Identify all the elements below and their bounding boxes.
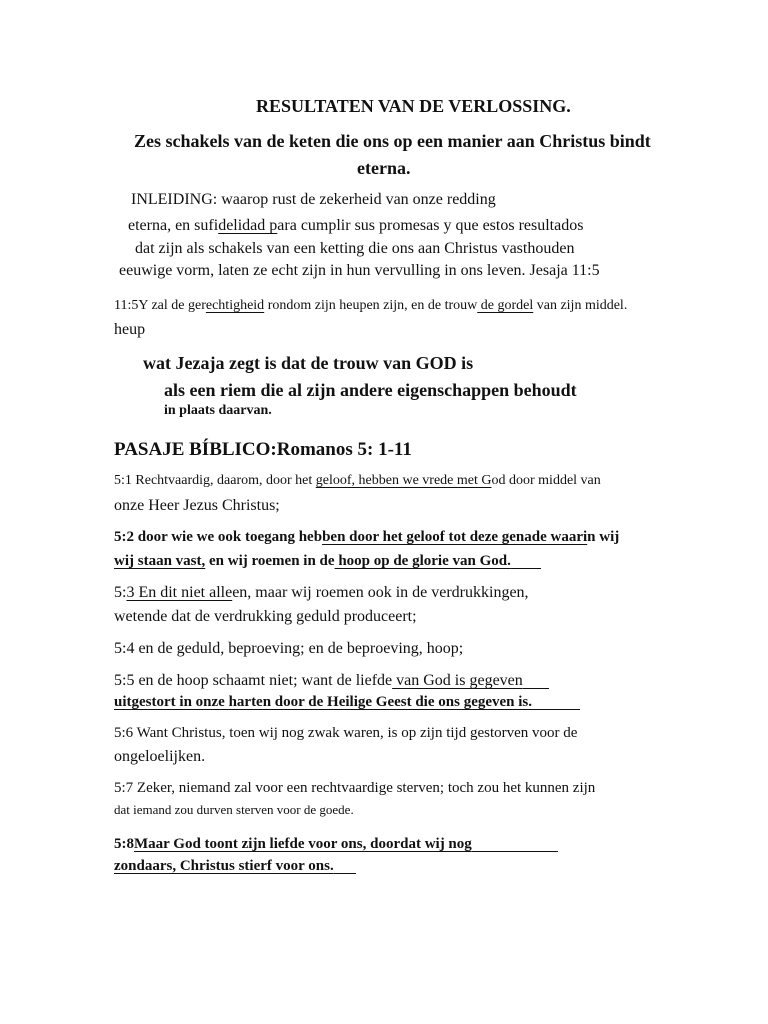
verse-5-2-line-1 bbox=[114, 530, 619, 545]
verse-5-1-c: od door middel van bbox=[491, 473, 601, 488]
verse-5-7-line-2: dat iemand zou durven sterven voor de goede. bbox=[114, 802, 354, 817]
verse-5-8-underlined-2: zondaars, Christus stierf voor ons. bbox=[114, 858, 334, 874]
note-line-3: in plaats daarvan. bbox=[164, 403, 272, 418]
verse-5-2-underlined-1: ben door het geloof tot deze genade waari bbox=[322, 529, 588, 545]
document-subtitle-line-1: Zes schakels van de keten die ons op een manier aan Christus bindt bbox=[134, 131, 651, 151]
verse-5-1-line-1 bbox=[114, 474, 601, 488]
intro-line-4: eeuwige vorm, laten ze echt zijn in hun vervulling in ons leven. Jesaja 11:5 bbox=[119, 262, 600, 279]
verse-5-2-underlined-2: wij staan vast, bbox=[114, 553, 206, 569]
verse-5-2-underlined-3: hoop op de glorie van God. bbox=[334, 553, 511, 569]
verse-5-3-line-2: wetende dat de verdrukking geduld produceert; bbox=[114, 608, 417, 625]
verse-5-8-underline-gap-2 bbox=[334, 858, 356, 874]
verse-5-2-a: 5:2 door wie we ook toegang heb bbox=[114, 529, 323, 545]
intro-line-2 bbox=[128, 218, 583, 234]
verse-5-5-line-1 bbox=[114, 672, 549, 689]
verse-5-3-line-1 bbox=[114, 585, 529, 601]
verse-5-5-line-2 bbox=[114, 694, 580, 710]
verse-5-5-underline-gap bbox=[523, 672, 549, 689]
isaiah-verse bbox=[114, 299, 627, 313]
isaiah-verse-c: rondom zijn heupen zijn, en de trouw bbox=[264, 298, 478, 313]
isaiah-verse-underlined-1: echtigheid bbox=[205, 298, 265, 313]
isaiah-verse-line-2: heup bbox=[114, 321, 146, 338]
isaiah-verse-underlined-2: de gordel bbox=[477, 298, 534, 313]
note-line-1 bbox=[143, 354, 473, 372]
verse-5-2-line-2 bbox=[114, 553, 541, 569]
intro-line-1: INLEIDING: waarop rust de zekerheid van onze redding bbox=[131, 191, 496, 208]
verse-5-6-line-2: ongeloelijken. bbox=[114, 748, 206, 765]
verse-5-5-underline-gap-2 bbox=[532, 694, 580, 710]
verse-5-3-a: 5: bbox=[114, 584, 127, 601]
verse-5-2-underline-gap bbox=[511, 553, 541, 569]
passage-heading: PASAJE BÍBLICO:Romanos 5: 1-11 bbox=[114, 439, 412, 460]
intro-line-2-a: eterna, en sufi bbox=[128, 217, 219, 234]
verse-5-3-c: en, maar wij roemen ook in de verdrukkingen, bbox=[232, 584, 529, 601]
isaiah-verse-e: van zijn middel. bbox=[533, 298, 628, 313]
document-title: RESULTATEN VAN DE VERLOSSING. bbox=[256, 96, 571, 116]
verse-5-8-line-2 bbox=[114, 858, 356, 874]
verse-5-3-underlined: 3 En dit niet alle bbox=[126, 584, 233, 601]
note-line-1-text: wat Jezaja zegt is dat de trouw van GOD is bbox=[143, 353, 474, 373]
verse-5-8-a: 5:8 bbox=[114, 836, 134, 852]
verse-5-5-underlined: van God is gegeven bbox=[392, 672, 523, 689]
intro-line-3: dat zijn als schakels van een ketting die ons aan Christus vasthouden bbox=[135, 240, 575, 257]
verse-5-8-line-1 bbox=[114, 836, 558, 852]
isaiah-verse-a: 11:5Y zal de ger bbox=[114, 298, 206, 313]
intro-line-2-c: ara cumplir sus promesas y que estos resultados bbox=[277, 217, 584, 234]
verse-5-1-a: 5:1 Rechtvaardig, daarom, door het bbox=[114, 473, 316, 488]
verse-5-6-line-1: 5:6 Want Christus, toen wij nog zwak waren, is op zijn tijd gestorven voor de bbox=[114, 725, 578, 741]
verse-5-8-underlined: Maar God toont zijn liefde voor ons, doordat wij nog bbox=[134, 836, 472, 852]
verse-5-2-c: n wij bbox=[587, 529, 620, 545]
intro-line-2-underlined: delidad p bbox=[218, 217, 278, 234]
document-subtitle-line-2: eterna. bbox=[357, 158, 411, 178]
verse-5-5-underlined-2: uitgestort in onze harten door de Heilige Geest die ons gegeven is. bbox=[114, 694, 533, 710]
verse-5-1-line-2: onze Heer Jezus Christus; bbox=[114, 497, 280, 514]
note-line-2: als een riem die al zijn andere eigenschappen behoudt bbox=[164, 380, 577, 400]
verse-5-5-a: 5:5 en de hoop schaamt niet; want de liefde bbox=[114, 672, 393, 689]
verse-5-8-underline-gap bbox=[472, 836, 558, 852]
verse-5-1-underlined: geloof, hebben we vrede met G bbox=[315, 473, 492, 488]
verse-5-2-e: en wij roemen in de bbox=[205, 553, 335, 569]
verse-5-7-line-1: 5:7 Zeker, niemand zal voor een rechtvaardige sterven; toch zou het kunnen zijn bbox=[114, 780, 596, 796]
verse-5-4: 5:4 en de geduld, beproeving; en de beproeving, hoop; bbox=[114, 640, 464, 657]
